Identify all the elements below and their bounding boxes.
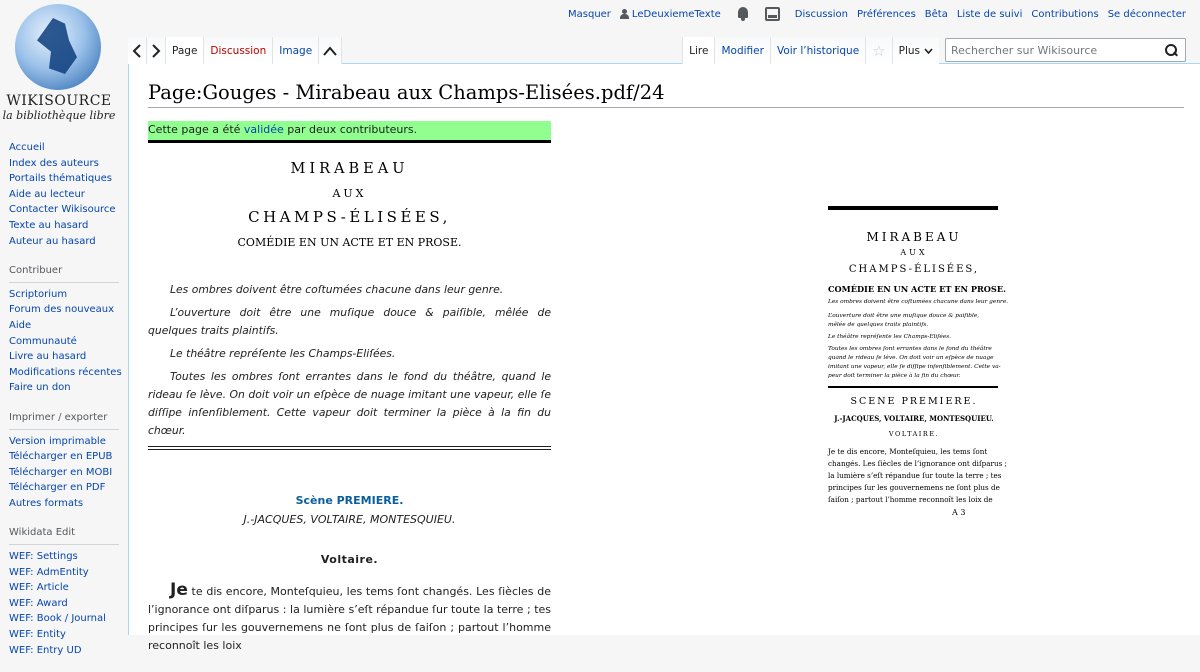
sidebar-item-mobi[interactable]: Télécharger en MOBI (9, 466, 113, 478)
scan-characters: J.-JACQUES, VOLTAIRE, MONTESQUIEU. (834, 414, 994, 423)
scan-line-p4c: imitant une vapeur, elle ſe diſſipe inſenſiblement. Cette va- (828, 364, 1001, 370)
scan-line-p1: Les ombres doivent être coſtumées chacune dans leur genre. (828, 299, 1009, 305)
validated-link[interactable]: validée (243, 123, 284, 136)
scan-line-p4b: quand le rideau ſe lève. On doit voir un eſpèce de nuage (828, 355, 994, 361)
notifications-bell-icon[interactable] (736, 6, 750, 22)
sidebar-item-modifications[interactable]: Modifications récentes (9, 366, 122, 378)
tab-history[interactable]: Voir l’historique (770, 37, 865, 64)
sidebar-contribute (9, 263, 128, 396)
scan-line-p2b: mêlée de quelques traits plaintifs. (828, 322, 929, 328)
sidebar-item-wef-award[interactable]: WEF: Award (9, 597, 68, 609)
page-title: Page:Gouges - Mirabeau aux Champs-Elisées.pdf/24 (148, 81, 1184, 108)
section-double-rule (148, 446, 551, 450)
sidebar-item-version-imprimable[interactable]: Version imprimable (9, 435, 106, 447)
sidebar-item-epub[interactable]: Télécharger en EPUB (9, 451, 113, 463)
logo-wordmark: WIKISOURCE (6, 93, 112, 109)
status-suffix: par deux contributeurs. (283, 123, 418, 136)
validation-status-bar (148, 121, 551, 140)
preferences-link[interactable]: Préférences (856, 8, 916, 20)
speaker-name: Voltaire. (320, 553, 379, 566)
notices-tray-icon[interactable] (765, 7, 780, 21)
scan-body-line-2: changés. Les ſiècles de l’ignorance ont diſparus ; (828, 459, 1007, 468)
sidebar-item-don[interactable]: Faire un don (9, 382, 71, 394)
sidebar-heading-contribuer: Contribuer (9, 263, 119, 283)
contributions-link[interactable]: Contributions (1031, 8, 1099, 20)
scan-mid-rule (828, 386, 998, 388)
sidebar-item-wef-book[interactable]: WEF: Book / Journal (9, 613, 106, 625)
stage-direction-costumes: Les ombres doivent être coſtumées chacune dans leur genre. (170, 283, 504, 296)
scan-title-comedie: COMÉDIE EN UN ACTE ET EN PROSE. (828, 284, 1006, 294)
sidebar-item-wef-settings[interactable]: WEF: Settings (9, 551, 78, 563)
dialogue-text (148, 581, 551, 655)
scan-body-line-3: la lumière s’eſt répandue ſur toute la terre ; tes (828, 471, 1002, 480)
sidebar-item-pdf[interactable]: Télécharger en PDF (9, 482, 106, 494)
scan-body-line-4: principes ſur les gouvernemens ne ſont plus de (828, 483, 1000, 492)
scan-line-p2a: L’ouverture doit être une muſique douce & paiſible, (828, 313, 980, 319)
scene-heading[interactable]: Scène PREMIERE. (295, 494, 404, 507)
sidebar-navigation (9, 140, 128, 249)
previous-page-button[interactable] (128, 37, 147, 64)
status-prefix: Cette page a été (148, 123, 244, 136)
stage-direction-ombres: Toutes les ombres ſont errantes dans le fond du théâtre, quand le rideau ſe lève. On doit voir un eſpèce de nuage imitant une vapeur, elle ſe diſſipe inſenſiblement. Cette vapeur doit terminer la pièce à la fin du chœur. (148, 370, 551, 437)
sidebar-item-autres-formats[interactable]: Autres formats (9, 497, 84, 509)
title-line-comedie: COMÉDIE EN UN ACTE ET EN PROSE. (237, 236, 462, 249)
sidebar (0, 140, 128, 672)
next-page-button[interactable] (147, 37, 166, 64)
chevron-right-icon (151, 44, 161, 58)
star-icon: ☆ (872, 41, 886, 60)
tab-discussion[interactable]: Discussion (204, 37, 273, 64)
sidebar-item-contacter[interactable]: Contacter Wikisource (9, 204, 116, 216)
title-line-aux: AUX (332, 187, 367, 200)
scene-characters: J.-JACQUES, VOLTAIRE, MONTESQUIEU. (243, 513, 456, 526)
scan-line-p3: Le théâtre repréſente les Champs-Eliſées. (828, 334, 952, 340)
stage-directions (148, 281, 551, 440)
wikisource-globe-logo-icon (15, 4, 101, 90)
logo-tagline: la bibliothèque libre (2, 109, 116, 122)
transcription-text (148, 161, 551, 450)
user-talk-link[interactable]: Discussion (794, 8, 848, 20)
sidebar-item-auteur-hasard[interactable]: Auteur au hasard (9, 235, 96, 247)
sidebar-item-wef-article[interactable]: WEF: Article (9, 582, 69, 594)
watch-star-button[interactable] (865, 37, 891, 64)
search-input[interactable] (946, 39, 1165, 61)
sidebar-item-wef-admentity[interactable]: WEF: AdmEntity (9, 566, 89, 578)
sidebar-item-index-auteurs[interactable]: Index des auteurs (9, 157, 99, 169)
user-icon (620, 9, 629, 19)
wikisource-logo[interactable] (0, 0, 128, 130)
beta-link[interactable]: Bêta (924, 8, 948, 20)
chevron-left-icon (132, 44, 142, 58)
sidebar-item-aide-lecteur[interactable]: Aide au lecteur (9, 188, 85, 200)
sidebar-item-portails[interactable]: Portails thématiques (9, 173, 112, 185)
page-tabs (128, 37, 342, 64)
scan-body-line-1: Je te dis encore, Monteſquieu, les tems ſont (828, 447, 988, 456)
sidebar-item-wef-entity[interactable]: WEF: Entity (9, 629, 66, 641)
index-up-button[interactable] (319, 37, 342, 64)
status-divider (148, 140, 551, 143)
content-area (128, 63, 1200, 652)
search-icon[interactable] (1165, 44, 1178, 57)
more-label: Plus (898, 44, 920, 57)
hide-link[interactable]: Masquer (568, 8, 611, 20)
sidebar-heading-wikidata: Wikidata Edit (9, 525, 119, 545)
personal-tools (568, 6, 1186, 22)
scanned-page-image[interactable] (802, 178, 1039, 590)
dialogue-dropcap: Je (170, 580, 188, 600)
chevron-down-icon (924, 48, 933, 54)
sidebar-print-export (9, 410, 128, 512)
sidebar-item-wef-entry-ud[interactable]: WEF: Entry UD (9, 644, 82, 656)
scan-line-p4d: peur doit terminer la pièce à la fin du chœur. (828, 373, 961, 379)
sidebar-item-aide[interactable]: Aide (9, 319, 32, 331)
username: LeDeuxiemeTexte (631, 8, 721, 20)
sidebar-item-forum[interactable]: Forum des nouveaux (9, 304, 115, 316)
user-link[interactable] (620, 9, 721, 20)
tab-read[interactable]: Lire (682, 37, 714, 64)
sidebar-heading-imprimer: Imprimer / exporter (9, 410, 119, 430)
scan-body-line-5: ſaiſon ; partout l’homme reconnoît les loix de (828, 495, 993, 504)
logout-link[interactable]: Se déconnecter (1107, 8, 1186, 20)
title-line-mirabeau: MIRABEAU (290, 161, 409, 177)
stage-direction-ouverture: L’ouverture doit être une muſique douce & paiſible, mêlée de quelques traits plaintifs. (148, 306, 551, 337)
tab-edit[interactable]: Modifier (714, 37, 769, 64)
search-box (945, 38, 1186, 62)
more-menu[interactable] (892, 37, 939, 64)
tab-image[interactable]: Image (273, 37, 319, 64)
scan-top-rule (828, 206, 998, 210)
scan-scene-heading: SCENE PREMIERE. (850, 396, 978, 407)
scan-speaker: VOLTAIRE. (888, 430, 940, 438)
sidebar-item-communaute[interactable]: Communauté (9, 335, 77, 347)
sidebar-wikidata (9, 525, 128, 658)
title-line-champs-elysees: CHAMPS-ÉLISÉES, (248, 208, 451, 226)
scan-title-mirabeau: MIRABEAU (866, 230, 962, 244)
sidebar-item-texte-hasard[interactable]: Texte au hasard (9, 219, 89, 231)
scan-title-aux: AUX (900, 248, 928, 257)
view-tabs (682, 37, 939, 64)
sidebar-item-livre-hasard[interactable]: Livre au hasard (9, 351, 87, 363)
sidebar-item-scriptorium[interactable]: Scriptorium (9, 288, 68, 300)
chevron-up-icon (323, 46, 337, 56)
sidebar-item-accueil[interactable]: Accueil (9, 142, 45, 153)
tab-page[interactable]: Page (166, 37, 204, 64)
scan-signature-mark: A 3 (952, 508, 966, 517)
dialogue-body: te dis encore, Monteſquieu, les tems ſont changés. Les ſiècles de l’ignorance ont diſparus : la lumière s’eſt répandue ſur toute la terre ; tes principes ſur les gouvernemens ne ſont plus de ſaiſon ; partout l’homme reconnoît les loix (148, 585, 551, 652)
scan-title-champs: CHAMPS-ÉLISÉES, (848, 264, 980, 275)
watchlist-link[interactable]: Liste de suivi (956, 8, 1023, 20)
stage-direction-theatre: Le théâtre repréſente les Champs-Eliſées. (170, 347, 396, 360)
scan-line-p4a: Toutes les ombres ſont errantes dans le fond du théâtre (828, 346, 992, 352)
